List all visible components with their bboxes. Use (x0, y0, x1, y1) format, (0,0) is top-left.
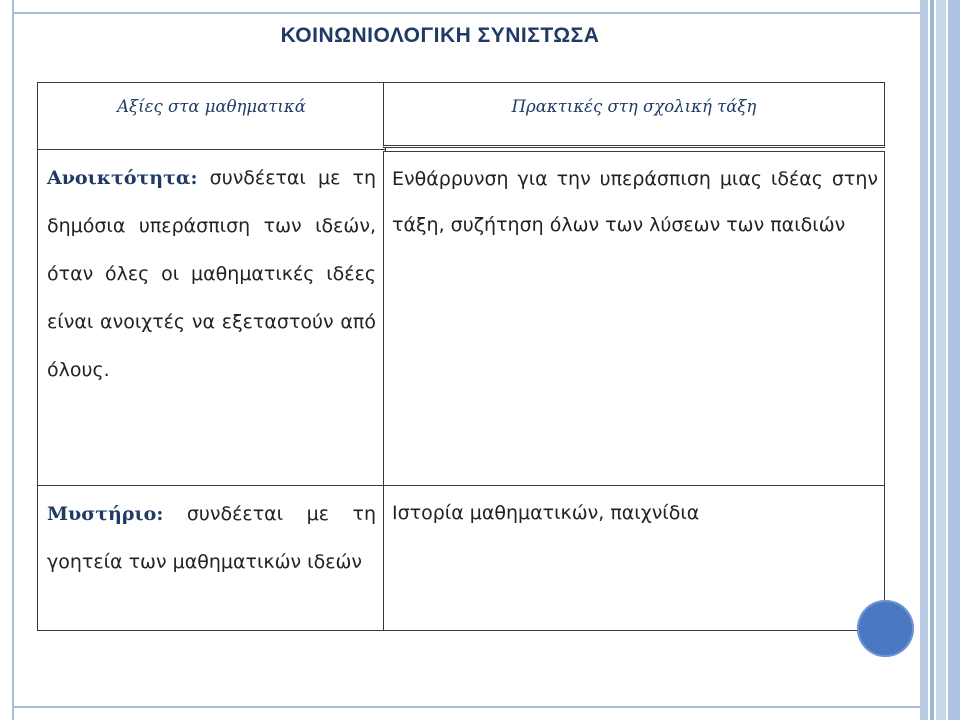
header-values (37, 82, 386, 150)
row-1-practice-text: Ενθάρρυνση για την υπεράσπιση μιας ιδέας στην τάξη, συζήτηση όλων των λύσεων των παιδιών (392, 168, 878, 236)
header-practices (383, 82, 885, 148)
row-2-value-text (47, 490, 376, 586)
row-1-practice-cell (383, 151, 885, 486)
row-1-value-cell (37, 149, 386, 486)
header-values-label: Αξίες στα μαθηματικά (117, 97, 306, 116)
slide-frame-top (12, 12, 924, 14)
row-1-value-description: συνδέεται με τη δημόσια υπεράσπιση των ιδεών, όταν όλες οι μαθηματικές ιδέες είναι ανοιχτές να εξεταστούν από όλους. (47, 167, 376, 381)
decorative-blue-circle (857, 600, 914, 657)
row-2-practice-cell (383, 485, 885, 631)
slide-frame-left (12, 0, 14, 720)
row-1-value-text (47, 154, 376, 394)
decorative-side-bars (920, 0, 960, 720)
header-practices-label: Πρακτικές στη σχολική τάξη (511, 97, 757, 116)
row-2-practice-text: Ιστορία μαθηματικών, παιχνίδια (392, 502, 700, 524)
row-2-value-cell (37, 485, 386, 631)
row-2-value-term: Μυστήριο: (47, 503, 164, 525)
slide-frame-bottom (12, 706, 924, 708)
row-1-value-term: Ανοικτότητα: (47, 167, 198, 189)
slide-title: ΚΟΙΝΩΝΙΟΛΟΓΙΚΗ ΣΥΝΙΣΤΩΣΑ (280, 24, 600, 47)
row-2-value-description: συνδέεται με τη γοητεία των μαθηματικών ιδεών (47, 503, 376, 573)
